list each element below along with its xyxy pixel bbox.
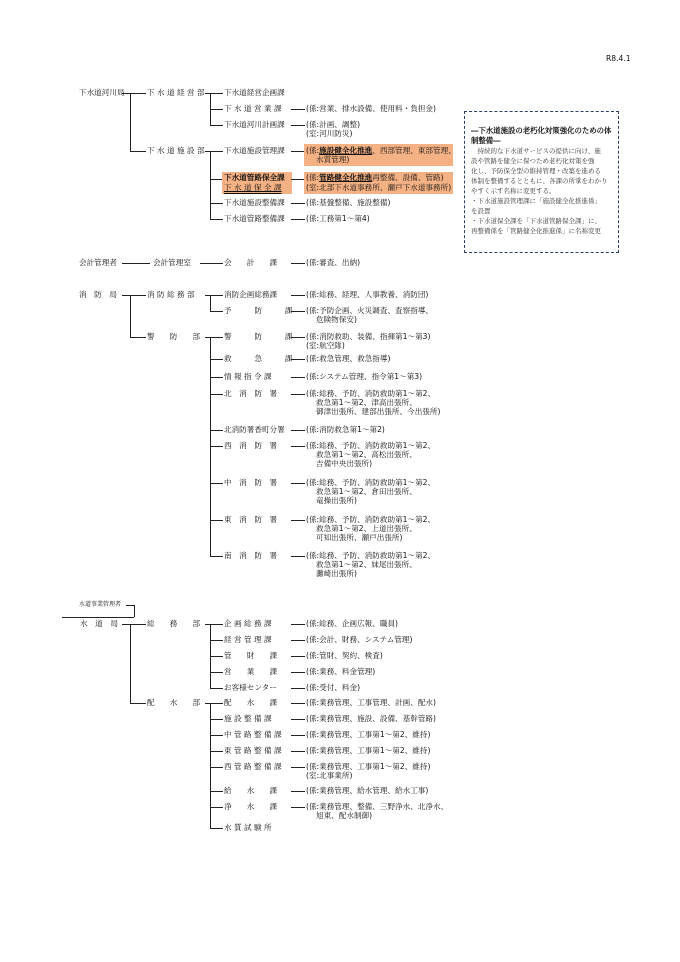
- section-suishitsu-shikenjo: 水 質 試 験 所: [224, 823, 272, 832]
- section-kanro-seibi: 下水道管路整備課: [224, 214, 285, 223]
- station-minami-note: (係:総務、予防、消防救助第1～第2、: [306, 551, 436, 560]
- section-suido-eigyo: 営 業 課: [224, 667, 278, 676]
- connector-line: [205, 93, 223, 94]
- connector-line: [210, 751, 223, 752]
- section-josui-note: 旭東、配水制御): [316, 811, 373, 820]
- connector-line: [210, 125, 223, 126]
- station-kita-note: 御津出張所、建部出張所、今出張所): [316, 407, 441, 416]
- section-customer-center: お客様センター: [224, 683, 277, 692]
- section-naka-kanro-note: (係:業務管理、工事第1～第2、維持): [306, 730, 431, 739]
- dept-suido-somu: 総 務 部: [147, 619, 201, 628]
- connector-line: [205, 703, 223, 704]
- reform-note-title: ―下水道施設の老朽化対策強化のための体: [471, 126, 612, 135]
- section-kasen: 下水道河川計画課: [224, 120, 285, 129]
- section-nishi-kanro-note: (係:業務管理、工事第1～第2、維持): [306, 762, 431, 771]
- connector-line: [130, 295, 131, 337]
- connector-line: [210, 295, 211, 311]
- section-shisetsu-seibi-suido: 施 設 整 備 課: [224, 714, 272, 723]
- connector-line: [205, 295, 223, 296]
- section-shisetsu-seibi-suido-note: (係:業務管理、施設、設備、基幹管路): [306, 714, 436, 723]
- connector-line: [122, 624, 146, 625]
- section-shisetsu-kanri-note: (係:施設健全化推進、西部管理、東部管理、: [306, 146, 456, 155]
- connector-line: [291, 109, 305, 110]
- station-kita-bunsho-note: (係:消防救急第1～第2): [306, 425, 385, 434]
- station-naka-note: 竜操出張所): [316, 496, 357, 505]
- section-kyukyu: 救 急 課: [224, 354, 293, 363]
- connector-line: [134, 605, 135, 617]
- connector-line: [210, 311, 223, 312]
- connector-line: [291, 640, 305, 641]
- connector-line: [130, 151, 146, 152]
- connector-line: [291, 520, 305, 521]
- dept-shobo-somu: 消 防 総 務 部: [147, 290, 195, 299]
- connector-line: [210, 735, 223, 736]
- connector-line: [210, 556, 223, 557]
- connector-line: [210, 767, 223, 768]
- section-suido-kikaku: 企 画 総 務 課: [224, 619, 272, 628]
- connector-line: [291, 394, 305, 395]
- connector-line: [205, 337, 223, 338]
- station-higashi-note: 可知出張所、瀬戸出張所): [316, 533, 403, 542]
- section-josui-note: (係:業務管理、整備、三野浄水、北浄水、: [306, 802, 449, 811]
- connector-line: [291, 688, 305, 689]
- section-keibo: 警 防 課: [224, 332, 293, 341]
- section-suido-kikaku-note: (係:総務、企画広報、職員): [306, 619, 399, 628]
- kaikei-ka-note: (係:審査、出納): [306, 258, 361, 267]
- connector-line: [210, 109, 223, 110]
- station-higashi-note: 救急第1～第2、上道出張所、: [316, 524, 417, 533]
- connector-line: [291, 295, 305, 296]
- station-nishi-note: 吉備中央出張所): [316, 459, 373, 468]
- reform-note-line: を設置: [471, 207, 491, 215]
- connector-line: [210, 640, 223, 641]
- connector-line: [210, 446, 223, 447]
- kaikei-kanrisha: 会計管理者: [79, 258, 117, 267]
- connector-line: [291, 624, 305, 625]
- section-kasen-note: (係:計画、調整): [306, 120, 361, 129]
- connector-line: [200, 263, 223, 264]
- bureau-suido: 水 道 局: [80, 619, 118, 628]
- bureau-gesui: 下水道河川局: [79, 88, 125, 97]
- section-higashi-kanro: 東 管 路 整 備 課: [224, 746, 282, 755]
- station-nishi: 西 消 防 署: [224, 441, 278, 450]
- section-kyusui: 給 水 課: [224, 786, 278, 795]
- document-date: R8.4.1: [606, 54, 631, 63]
- dept-haisui: 配 水 部: [147, 698, 201, 707]
- dept-gesui-shisetsu: 下 水 道 施 設 部: [147, 146, 205, 155]
- section-yobo-note: 危険物保安): [316, 315, 357, 324]
- connector-line: [210, 359, 223, 360]
- connector-line: [210, 656, 223, 657]
- connector-line: [291, 656, 305, 657]
- bureau-shobo: 消 防 局: [79, 290, 117, 299]
- suido-kanrisha: 水道事業管理者: [79, 601, 122, 608]
- connector-line: [210, 672, 223, 673]
- reform-note-line: 体制を整備するとともに、各課の所掌をわかり: [471, 177, 608, 185]
- reform-note-line: 再整備係を「管路健全化推進係」に名称変更: [471, 227, 601, 235]
- dept-gesui-keiei: 下 水 道 経 営 部: [147, 88, 205, 97]
- section-kanro-hozen-note: (係:管路健全化推進再整備、設備、管路): [306, 173, 444, 182]
- station-kita-note: (係:総務、予防、消防救助第1～第2、: [306, 389, 436, 398]
- connector-line: [122, 263, 150, 264]
- section-joho-shirei-note: (係:システム管理、指令第1～第3): [306, 372, 423, 381]
- connector-line: [130, 703, 146, 704]
- section-kanro-hozen: 下水道管路保全課: [224, 173, 285, 182]
- section-shisetsu-kanri: 下水道施設管理課: [224, 146, 285, 155]
- station-higashi-note: (係:総務、予防、消防救助第1～第2、: [306, 515, 436, 524]
- station-higashi: 東 消 防 署: [224, 515, 278, 524]
- section-naka-kanro: 中 管 路 整 備 課: [224, 730, 282, 739]
- connector-line: [130, 624, 131, 703]
- connector-line: [210, 483, 223, 484]
- section-gesui-eigyo: 下 水 道 営 業 課: [224, 104, 282, 113]
- section-kanro-hozen-note: (室:北部下水道事務所、瀬戸下水道事務所): [306, 183, 452, 192]
- connector-line: [210, 703, 211, 828]
- connector-line: [126, 605, 134, 606]
- kaikei-shitsu: 会計管理室: [153, 258, 191, 267]
- connector-line: [291, 483, 305, 484]
- section-josui: 浄 水 課: [224, 802, 278, 811]
- station-kita: 北 消 防 署: [224, 389, 278, 398]
- connector-line: [210, 394, 223, 395]
- station-kita-note: 救急第1～第2、津高出張所、: [316, 398, 417, 407]
- connector-line: [291, 767, 305, 768]
- section-keiei-kanri: 経 営 管 理 課: [224, 635, 272, 644]
- connector-line: [291, 179, 305, 180]
- section-kyukyu-note: (係:救急管理、救急指導): [306, 354, 391, 363]
- connector-line: [291, 751, 305, 752]
- connector-line: [291, 556, 305, 557]
- connector-line: [205, 624, 223, 625]
- connector-line: [291, 359, 305, 360]
- section-yobo-note: (係:予防企画、火災調査、査察指導、: [306, 306, 434, 315]
- station-naka: 中 消 防 署: [224, 478, 278, 487]
- connector-line: [210, 430, 223, 431]
- station-minami: 南 消 防 署: [224, 551, 278, 560]
- connector-line: [62, 617, 134, 618]
- connector-line: [210, 807, 223, 808]
- reform-note-line: 設や管路を健全に保つため老朽化対策を強: [471, 157, 595, 165]
- section-shisetsu-kanri-note: 水質管理): [316, 155, 350, 164]
- connector-line: [291, 719, 305, 720]
- connector-line: [122, 93, 146, 94]
- section-haisui: 配 水 課: [224, 698, 278, 707]
- section-gesui-eigyo-note: (係:営業、排水設備、使用料・負担金): [306, 104, 436, 113]
- connector-line: [130, 93, 131, 151]
- connector-line: [291, 377, 305, 378]
- connector-line: [291, 151, 305, 152]
- connector-line: [291, 430, 305, 431]
- section-shisetsu-seibi: 下水道施設整備課: [224, 198, 285, 207]
- connector-line: [210, 203, 223, 204]
- connector-line: [210, 377, 223, 378]
- section-keibo-note: (係:消防救助、装備、指揮第1～第3): [306, 332, 431, 341]
- connector-line: [210, 719, 223, 720]
- connector-line: [210, 219, 223, 220]
- section-shisetsu-seibi-note: (係:基盤整備、施設整備): [306, 198, 391, 207]
- connector-line: [291, 125, 305, 126]
- station-naka-note: 救急第1～第2、倉田出張所、: [316, 487, 417, 496]
- section-kanzai-note: (係:管財、契約、検査): [306, 651, 383, 660]
- section-nishi-kanro: 西 管 路 整 備 課: [224, 762, 282, 771]
- connector-line: [291, 263, 305, 264]
- reform-note-title: 制整備―: [471, 136, 501, 145]
- reform-note-line: 持続的な下水道サービスの提供に向け、施: [471, 147, 601, 155]
- section-shobo-kikaku-note: (係:総務、経理、人事教養、消防団): [306, 290, 429, 299]
- section-kasen-note: (室:河川防災): [306, 129, 353, 138]
- station-naka-note: (係:総務、予防、消防救助第1～第2、: [306, 478, 436, 487]
- connector-line: [210, 151, 211, 219]
- station-nishi-note: 救急第1～第2、高松出張所、: [316, 450, 417, 459]
- section-kanzai: 管 財 課: [224, 651, 278, 660]
- connector-line: [291, 311, 305, 312]
- station-minami-note: 救急第1～第2、妹尾出張所、: [316, 560, 417, 569]
- reform-note-line: ・下水道施設管理課に「施設健全化推進係」: [471, 197, 601, 205]
- connector-line: [291, 791, 305, 792]
- connector-line: [210, 520, 223, 521]
- section-nishi-kanro-note: (室:北事業所): [306, 771, 353, 780]
- section-customer-center-note: (係:受付、料金): [306, 683, 361, 692]
- connector-line: [291, 203, 305, 204]
- section-kanro-hozen-old-name: 下 水 道 保 全 課: [224, 183, 282, 192]
- station-minami-note: 灘崎出張所): [316, 569, 357, 578]
- connector-line: [210, 688, 223, 689]
- connector-line: [291, 219, 305, 220]
- section-higashi-kanro-note: (係:業務管理、工事第1～第2、維持): [306, 746, 431, 755]
- connector-line: [291, 672, 305, 673]
- section-joho-shirei: 情 報 指 令 課: [224, 372, 272, 381]
- dept-keibo: 警 防 部: [147, 332, 201, 341]
- connector-line: [291, 735, 305, 736]
- reform-note-box: [464, 111, 619, 253]
- station-nishi-note: (係:総務、予防、消防救助第1～第2、: [306, 441, 436, 450]
- connector-line: [210, 791, 223, 792]
- kaikei-ka: 会 計 課: [224, 258, 278, 267]
- section-yobo: 予 防 課: [224, 306, 293, 315]
- connector-line: [205, 151, 223, 152]
- section-keibo-note: (室:航空隊): [306, 341, 345, 350]
- reform-note-line: やすく示す名称に変更する。: [471, 187, 556, 195]
- connector-line: [291, 703, 305, 704]
- section-shobo-kikaku: 消防企画総務課: [224, 290, 278, 299]
- connector-line: [130, 337, 146, 338]
- section-kyusui-note: (係:業務管理、給水管理、給水工事): [306, 786, 429, 795]
- connector-line: [291, 446, 305, 447]
- section-kanro-seibi-note: (係:工務第1～第4): [306, 214, 370, 223]
- section-suido-eigyo-note: (係:業務、料金管理): [306, 667, 376, 676]
- connector-line: [291, 337, 305, 338]
- reform-note-line: 化し、予防保全型の維持管理・改築を進める: [471, 167, 601, 175]
- station-kita-bunsho: 北消防署香町分署: [224, 425, 285, 434]
- section-keiei-kikaku: 下水道経営企画課: [224, 88, 285, 97]
- reform-note-line: ・下水道保全課を「下水道管路保全課」に、: [471, 217, 601, 225]
- connector-line: [291, 807, 305, 808]
- section-keiei-kanri-note: (係:会計、財務、システム管理): [306, 635, 413, 644]
- connector-line: [210, 828, 223, 829]
- section-haisui-note: (係:業務管理、工事管理、計画、配水): [306, 698, 436, 707]
- connector-line: [122, 295, 146, 296]
